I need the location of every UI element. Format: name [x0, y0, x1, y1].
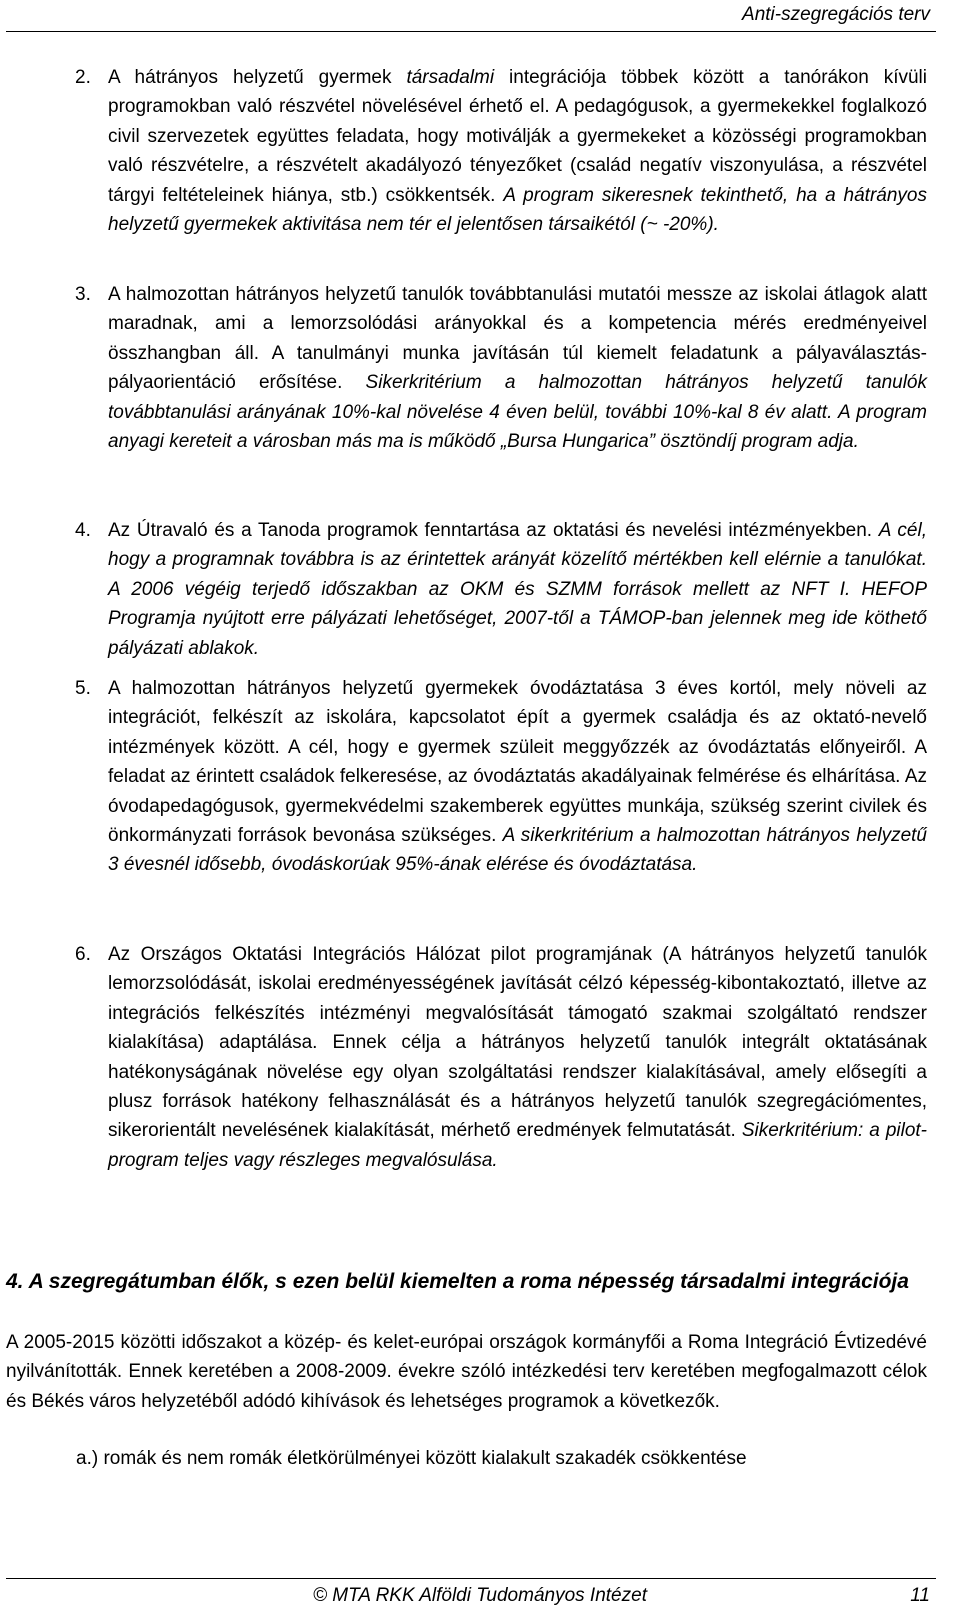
list-item-number: 2.	[75, 67, 91, 88]
list-item-number: 3.	[75, 284, 91, 305]
list-item-text	[108, 280, 927, 456]
italic-text-run: A program sikeresnek tekinthető, ha a hátrányos helyzetű gyermekek aktivitása nem tér el jelentősen társaikétól (~ -20%).	[108, 184, 927, 236]
list-item	[75, 674, 927, 880]
text-run: A hátrányos helyzetű gyermek	[108, 67, 407, 88]
footer-credit: © MTA RKK Alföldi Tudományos Intézet	[313, 1585, 647, 1606]
list-item-text	[108, 516, 927, 663]
sub-list-item: a.) romák és nem romák életkörülményei között kialakult szakadék csökkentése	[76, 1448, 747, 1469]
section-paragraph: A 2005-2015 közötti időszakot a közép- és kelet-európai országok kormányfői a Roma Integráció Évtizedévé nyilvánították. Ennek keretében a 2008-2009. évekre szóló intézkedési terv keretében megfogalmazott célok és Békés város helyzetéből adódó kihívások és lehetséges programok a következők.	[6, 1332, 927, 1412]
list-item-number: 6.	[75, 944, 91, 965]
list-item-number: 4.	[75, 520, 91, 541]
italic-text-run: A sikerkritérium a halmozottan hátrányos helyzetű 3 évesnél idősebb, óvodáskorúak 95%-ának elérése és óvodáztatása.	[108, 825, 927, 876]
footer-divider	[6, 1578, 936, 1579]
list-item	[75, 280, 927, 456]
text-run: integrációja többek között a tanórákon kívüli programokban való részvétel növelésével érhető el. A pedagógusok, a gyermekekkel foglalkozó civil szervezetek együttes feladata, hogy motiválják a gyermekeket a közösségi programokban való részvételre, a részvételt akadályozó tényezőket (család negatív viszonyulása, a részvétel tárgyi feltételeinek hiánya, stb.) csökkentsék.	[108, 67, 927, 206]
text-run: A halmozottan hátrányos helyzetű gyermekek óvodáztatása 3 éves kortól, mely növeli az integrációt, felkészít az iskolára, kapcsolatot épít a gyermek családja és az oktató-nevelő intézmények között. A cél, hogy e gyermek szüleit meggyőzzék az óvodáztatás előnyeiről. A feladat az érintett családok felkeresése, az óvodáztatás akadályainak felmérése és elhárítása. Az óvodapedagógusok, gyermekvédelmi szakemberek együttes munkája, szükség szerint civilek és önkormányzati források bevonása szükséges.	[108, 678, 927, 847]
header-divider	[6, 31, 936, 32]
text-run: A halmozottan hátrányos helyzetű tanulók továbbtanulási mutatói messze az iskolai átlagok alatt maradnak, ami a lemorzsolódási arányokkal és a kompetencia mérés eredményeivel összhangban áll. A tanulmányi munka javításán túl kiemelt feladatunk a pályaválasztás-pályaorientáció erősítése.	[108, 284, 927, 394]
page-footer	[0, 1582, 960, 1610]
italic-text-run: társadalmi	[406, 67, 495, 88]
list-item	[75, 940, 927, 1175]
list-item	[75, 516, 927, 663]
text-run: Az Országos Oktatási Integrációs Hálózat pilot programjának (A hátrányos helyzetű tanulók lemorzsolódását, iskolai eredményességének javítását célzó képesség-kibontakoztató, illetve az integrációs felkészítés intézményi megvalósítását támogató szakmai szolgáltató rendszer kialakítása) adaptálása. Ennek célja a hátrányos helyzetű tanulók integrált oktatásának hatékonyságának növelése egy olyan szolgáltatási rendszer kialakításával, amely elősegíti a plusz források hatékony felhasználását és a hátrányos helyzetű tanulók szegregációmentes, sikerorientált nevelésének kialakítását, mérhető eredmények felmutatását.	[108, 944, 927, 1142]
page-number: 11	[910, 1585, 930, 1606]
list-item-text	[108, 63, 927, 239]
list-item	[75, 63, 927, 239]
text-run: Az Útravaló és a Tanoda programok fenntartása az oktatási és nevelési intézményekben.	[108, 520, 879, 541]
list-item-text	[108, 940, 927, 1175]
section-heading: 4. A szegregátumban élők, s ezen belül kiemelten a roma népesség társadalmi integrációja	[6, 1270, 909, 1293]
list-item-number: 5.	[75, 678, 91, 699]
italic-text-run: Sikerkritérium: a pilot-program teljes vagy részleges megvalósulása.	[108, 1120, 927, 1171]
list-item-text	[108, 674, 927, 880]
italic-text-run: A cél, hogy a programnak továbbra is az érintettek arányát közelítő mértékben kell elérnie a tanulókat. A 2006 végéig terjedő időszakban az OKM és SZMM források mellett az NFT I. HEFOP Programja nyújtott erre pályázati lehetőséget, 2007-től a TÁMOP-ban jelennek meg ide köthető pályázati ablakok.	[108, 520, 927, 659]
running-header: Anti-szegregációs terv	[742, 4, 930, 25]
italic-text-run: Sikerkritérium a halmozottan hátrányos helyzetű tanulók továbbtanulási arányának 10%-kal növelése 4 éven belül, további 10%-kal 8 év alatt. A program anyagi kereteit a városban más ma is működő „Bursa Hungarica” ösztöndíj program adja.	[108, 372, 927, 453]
